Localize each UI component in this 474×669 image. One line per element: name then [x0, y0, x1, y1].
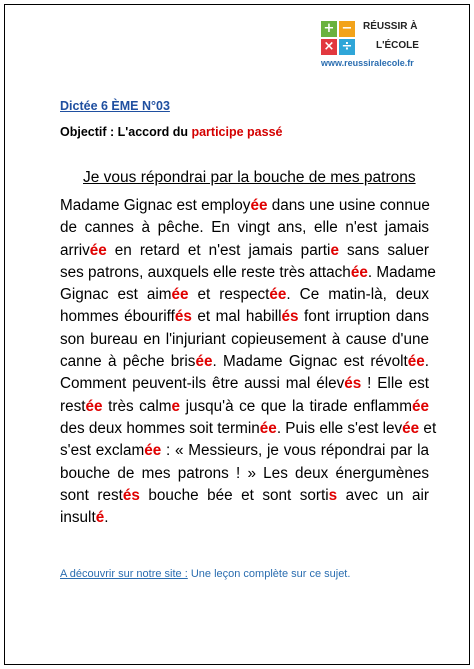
participle-ending: és — [122, 486, 140, 504]
dictation-line — [60, 306, 429, 328]
dictation-title: Dictée 6 ÈME N°03 — [60, 99, 170, 113]
dictation-line — [60, 440, 429, 462]
divide-icon: ÷ — [339, 39, 355, 55]
footer-note — [60, 568, 350, 580]
dictation-segment: : « Messieurs, je vous répondrai par la — [161, 442, 429, 460]
dictation-line — [60, 485, 429, 507]
logo-url[interactable]: www.reussiralecole.fr — [321, 58, 414, 68]
participle-ending: s — [328, 486, 338, 504]
participle-ending: ée — [144, 442, 162, 460]
participle-ending: é — [95, 509, 105, 527]
dictation-subtitle: Je vous répondrai par la bouche de mes patrons — [83, 169, 416, 186]
participle-ending: ée — [407, 353, 425, 371]
dictation-line — [60, 195, 429, 217]
participle-ending: ée — [411, 397, 429, 415]
dictation-segment: son bureau en l'injuriant copieusement à cause d'une — [60, 330, 429, 348]
footer-link[interactable]: A découvrir sur notre site : — [60, 568, 188, 580]
dictation-segment: Madame Gignac est employ — [60, 197, 251, 214]
dictation-segment: bouche de mes patrons ! » Les deux énergumènes — [60, 464, 429, 482]
dictation-segment: Gignac est aim — [60, 286, 172, 304]
dictation-segment: s'est exclam — [60, 442, 145, 460]
dictation-segment: des deux hommes soit termin — [60, 419, 260, 437]
dictation-segment: ! Elle est — [361, 375, 429, 393]
dictation-segment: sans saluer — [338, 241, 429, 259]
dictation-line — [60, 463, 429, 485]
participle-ending: e — [171, 397, 180, 415]
dictation-segment: . — [104, 509, 109, 527]
dictation-segment: arriv — [60, 241, 90, 259]
logo-text-line2: L'ÉCOLE — [376, 40, 419, 51]
participle-ending: ée — [402, 419, 420, 437]
dictation-line — [60, 240, 429, 262]
participle-ending: és — [174, 308, 192, 326]
participle-ending: és — [344, 375, 362, 393]
dictation-segment: très calm — [102, 397, 172, 415]
dictation-segment: sont rest — [60, 486, 123, 504]
participle-ending: ée — [85, 397, 103, 415]
dictation-segment: hommes ébouriff — [60, 308, 175, 326]
dictation-segment: bouche bée et sont sorti — [139, 486, 329, 504]
dictation-line — [60, 373, 429, 395]
objective-highlight: participe passé — [191, 125, 283, 139]
dictation-line — [60, 507, 429, 529]
participle-ending: ée — [195, 353, 213, 371]
dictation-segment: avec un air — [337, 486, 429, 504]
participle-ending: ée — [171, 286, 189, 304]
participle-ending: ée — [250, 197, 268, 214]
dictation-segment: . Puis elle s'est lev — [276, 419, 403, 437]
dictation-segment: de cannes à pêche. En vingt ans, elle n'est jamais — [60, 219, 429, 237]
dictation-segment: et — [419, 419, 437, 437]
dictation-segment: . Ce matin-là, deux — [286, 286, 429, 304]
dictation-segment: Comment peuvent-ils être aussi mal élev — [60, 375, 345, 393]
dictation-segment: canne à pêche bris — [60, 353, 196, 371]
participle-ending: ée — [269, 286, 287, 304]
dictation-segment: ses patrons, auxquels elle reste très attach — [60, 263, 351, 281]
dictation-segment: et mal habill — [191, 308, 282, 326]
dictation-segment: jusqu'à ce que la tirade enflamm — [180, 397, 412, 415]
dictation-line — [60, 262, 436, 284]
dictation-text — [60, 195, 437, 529]
dictation-segment: . — [424, 353, 429, 371]
dictation-line — [60, 329, 429, 351]
plus-icon: + — [321, 21, 337, 37]
dictation-line — [60, 217, 429, 239]
dictation-line — [60, 351, 429, 373]
document-page — [4, 4, 470, 665]
dictation-line — [60, 418, 437, 440]
participle-ending: és — [281, 308, 299, 326]
logo-text-line1: RÉUSSIR À — [363, 21, 418, 32]
dictation-segment: font irruption dans — [298, 308, 430, 326]
dictation-segment: rest — [60, 397, 86, 415]
participle-ending: ée — [89, 241, 107, 259]
logo-math-grid-icon — [321, 21, 355, 55]
dictation-line — [60, 284, 429, 306]
footer-text: Une leçon complète sur ce sujet. — [187, 568, 351, 580]
dictation-segment: en retard et n'est jamais parti — [106, 241, 331, 259]
objective-prefix: Objectif : L'accord du — [60, 125, 192, 139]
objective-line — [60, 125, 282, 139]
site-logo[interactable] — [321, 19, 471, 69]
participle-ending: e — [330, 241, 339, 259]
dictation-segment: dans une usine connue — [267, 197, 430, 214]
dictation-line — [60, 396, 429, 418]
dictation-segment: . Madame Gignac est révolt — [212, 353, 408, 371]
dictation-segment: et respect — [188, 286, 270, 304]
minus-icon: − — [339, 21, 355, 37]
dictation-segment: . Madame — [367, 263, 436, 281]
times-icon: × — [321, 39, 337, 55]
dictation-segment: insult — [60, 509, 96, 527]
participle-ending: ée — [350, 263, 368, 281]
participle-ending: ée — [259, 419, 277, 437]
